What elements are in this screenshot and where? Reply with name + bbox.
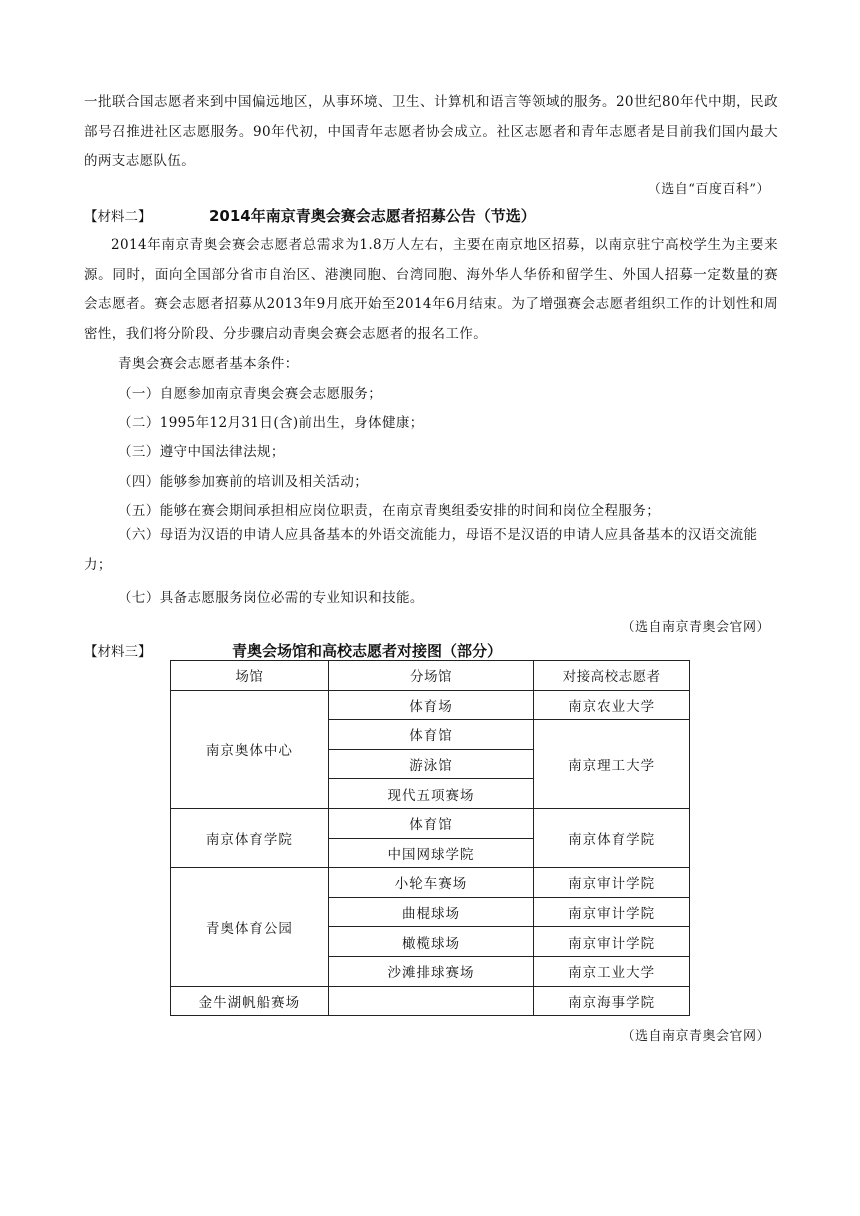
university-cell: 南京体育学院	[534, 808, 690, 867]
table-row	[171, 868, 690, 898]
header-subvenue: 分场馆	[328, 661, 534, 691]
table-row	[171, 808, 690, 838]
condition-item: （一）自愿参加南京青奥会赛会志愿服务；	[118, 386, 383, 402]
venue-cell: 南京奥体中心	[171, 690, 329, 808]
venue-university-table	[170, 660, 690, 1016]
material2-heading	[84, 205, 536, 226]
university-cell: 南京审计学院	[534, 897, 690, 927]
subvenue-cell: 体育馆	[328, 808, 534, 838]
subvenue-cell: 现代五项赛场	[328, 779, 534, 809]
material3-tag: 【材料三】	[84, 644, 152, 660]
table-row	[171, 986, 690, 1016]
condition-item: （二）1995年12月31日(含)前出生，身体健康；	[118, 415, 424, 431]
conditions-intro: 青奥会赛会志愿者基本条件：	[118, 356, 299, 372]
table-header-row	[171, 661, 690, 691]
condition-item: （四）能够参加赛前的培训及相关活动；	[118, 474, 369, 490]
subvenue-cell: 中国网球学院	[328, 838, 534, 868]
material3-heading	[84, 640, 502, 661]
material3-title: 青奥会场馆和高校志愿者对接图（部分）	[232, 642, 503, 660]
subvenue-cell: 游泳馆	[328, 749, 534, 779]
header-university: 对接高校志愿者	[534, 661, 690, 691]
university-cell: 南京理工大学	[534, 720, 690, 809]
condition-item: （六）母语为汉语的申请人应具备基本的外语交流能力，母语不是汉语的申请人应具备基本的汉语交流能力；	[84, 527, 758, 573]
subvenue-cell: 沙滩排球赛场	[328, 956, 534, 986]
university-cell: 南京工业大学	[534, 956, 690, 986]
material2-paragraph: 2014年南京青奥会赛会志愿者总需求为1.8万人左右，主要在南京地区招募，以南京驻宁高校学生为主要来源。同时，面向全国部分省市自治区、港澳同胞、台湾同胞、海外华人华侨和留学生、外国人招募一定数量的赛会志愿者。赛会志愿者招募从2013年9月底开始至2014年6月结束。为了增强赛会志愿者组织工作的计划性和周密性，我们将分阶段、分步骤启动青奥会赛会志愿者的报名工作。	[84, 237, 778, 342]
university-cell: 南京审计学院	[534, 927, 690, 957]
university-cell: 南京审计学院	[534, 868, 690, 898]
subvenue-cell: 体育场	[328, 690, 534, 720]
venue-cell: 金牛湖帆船赛场	[171, 986, 329, 1016]
material3-source: （选自南京青奥会官网）	[621, 1029, 770, 1044]
subvenue-cell	[328, 986, 534, 1016]
subvenue-cell: 小轮车赛场	[328, 868, 534, 898]
subvenue-cell: 曲棍球场	[328, 897, 534, 927]
university-cell: 南京海事学院	[534, 986, 690, 1016]
university-cell: 南京农业大学	[534, 690, 690, 720]
condition-item: （三）遵守中国法律法规；	[118, 444, 285, 460]
header-venue: 场馆	[171, 661, 329, 691]
material2-tag: 【材料二】	[84, 209, 152, 225]
subvenue-cell: 体育馆	[328, 720, 534, 750]
condition-item: （七）具备志愿服务岗位必需的专业知识和技能。	[118, 590, 424, 606]
material1-paragraph: 一批联合国志愿者来到中国偏远地区，从事环境、卫生、计算机和语言等领域的服务。20世纪80年代中期，民政部号召推进社区志愿服务。90年代初，中国青年志愿者协会成立。社区志愿者和青年志愿者是目前我们国内最大的两支志愿队伍。	[84, 94, 778, 169]
subvenue-cell: 橄榄球场	[328, 927, 534, 957]
material2-title: 2014年南京青奥会赛会志愿者招募公告（节选）	[209, 207, 536, 225]
condition-item: （五）能够在赛会期间承担相应岗位职责，在南京青奥组委安排的时间和岗位全程服务；	[118, 503, 661, 519]
venue-cell: 南京体育学院	[171, 808, 329, 867]
material1-source: （选自“百度百科”）	[647, 182, 770, 197]
material2-source: （选自南京青奥会官网）	[621, 620, 770, 635]
table-row	[171, 690, 690, 720]
venue-cell: 青奥体育公园	[171, 868, 329, 986]
